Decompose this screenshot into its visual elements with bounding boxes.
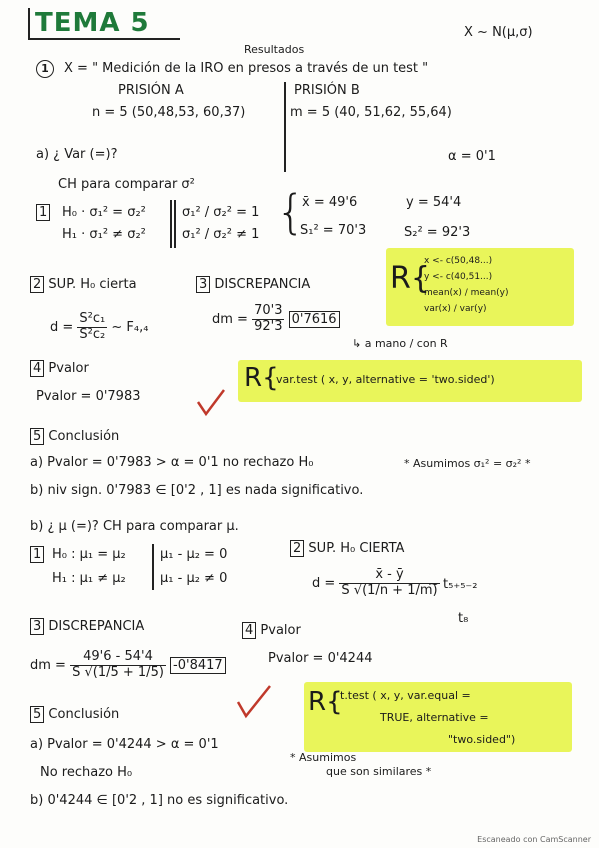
step3-b: 3 DISCREPANCIA [30, 620, 144, 635]
r-code-line-2: y <- c(40,51...) [424, 272, 493, 282]
dm-formula-b: dm = $\frac{49'6 - 54'4}{S √(1/5 + 1/5)}$ -0'8417 [30, 650, 226, 681]
t8: t₈ [458, 611, 469, 626]
ybar: y = 54'4 [406, 195, 462, 210]
r-vartest-code: var.test ( x, y, alternative = 'two.sided') [276, 373, 495, 386]
r-label-2: R{ [244, 363, 279, 393]
problem-statement: X = " Medición de la IRO en presos a través de un test " [64, 61, 429, 76]
r-label: R{ [390, 261, 430, 296]
brace-stats: { [276, 185, 306, 239]
page-title: TEMA 5 [35, 8, 150, 38]
h0-diff: μ₁ - μ₂ = 0 [160, 547, 228, 562]
r-ttest-line-1: t.test ( x, y, var.equal = [340, 689, 471, 702]
h1-a: H₁ · σ₁² ≠ σ₂² [62, 227, 146, 242]
pvalor-a: Pvalor = 0'7983 [36, 389, 141, 404]
h-divider-2 [174, 200, 176, 248]
assumption-b-2: que son similares * [326, 765, 432, 778]
xbar: x̄ = 49'6 [302, 195, 358, 210]
prison-b-label: PRISIÓN B [294, 83, 360, 98]
step3-a: 3 DISCREPANCIA [196, 278, 310, 293]
step1-b-box: 1 [30, 548, 44, 563]
check-mark-icon-2 [236, 684, 272, 720]
h1-diff: μ₁ - μ₂ ≠ 0 [160, 571, 228, 586]
pvalor-b: Pvalor = 0'4244 [268, 651, 373, 666]
sample-a: n = 5 (50,48,53, 60,37) [92, 105, 246, 120]
step2-b: 2 SUP. H₀ CIERTA [290, 542, 404, 557]
conclusion-a-a: a) Pvalor = 0'7983 > α = 0'1 no rechazo H₀ [30, 455, 314, 470]
h0-ratio: σ₁² / σ₂² = 1 [182, 205, 260, 220]
r-code-line-4: var(x) / var(y) [424, 304, 487, 314]
check-mark-icon [196, 388, 226, 418]
assumption-b-1: * Asumimos [290, 751, 357, 764]
arrow-note: ↳ a mano / con R [352, 337, 448, 350]
h1-b: H₁ : μ₁ ≠ μ₂ [52, 571, 126, 586]
alpha-value: α = 0'1 [448, 149, 496, 164]
step1-box: 1 [36, 206, 50, 221]
sample-b: m = 5 (40, 51,62, 55,64) [290, 105, 452, 120]
conclusion-a-b: b) niv sign. 0'7983 ∈ [0'2 , 1] es nada significativo. [30, 483, 364, 498]
divider-line [284, 82, 286, 172]
stat-formula-b: d = $\frac{x̄ - ȳ}{S √(1/n + 1/m)}$ [312, 567, 438, 598]
question-b: b) ¿ μ (=)? CH para comparar μ. [30, 519, 239, 534]
prison-a-label: PRISIÓN A [118, 83, 184, 98]
t-distribution: ~ t₅₊₅₋₂ [428, 577, 478, 592]
h0-a: H₀ · σ₁² = σ₂² [62, 205, 146, 220]
h-divider [170, 200, 172, 248]
conclusion-b-a2: No rechazo H₀ [40, 765, 133, 780]
r-code-line-1: x <- c(50,48...) [424, 256, 493, 266]
s1-squared: S₁² = 70'3 [300, 223, 367, 238]
problem-number: 1 [36, 60, 54, 78]
step4-a: 4 Pvalor [30, 362, 89, 377]
h0-b: H₀ : μ₁ = μ₂ [52, 547, 126, 562]
step5-a: 5 Conclusión [30, 430, 119, 445]
results-heading: Resultados [244, 43, 305, 56]
step2-a: 2 SUP. H₀ cierta [30, 278, 137, 293]
h1-ratio: σ₁² / σ₂² ≠ 1 [182, 227, 260, 242]
conclusion-b-b: b) 0'4244 ∈ [0'2 , 1] no es significativo. [30, 793, 289, 808]
h-divider-b [152, 544, 154, 590]
stat-formula-a: d = $\frac{\text{S²c₁}}{\text{S²c₂}}$ ~ F₄,₄ [50, 311, 149, 342]
r-ttest-line-3: "two.sided") [448, 733, 516, 746]
ch-compare-variance: CH para comparar σ² [58, 177, 195, 192]
step5-b: 5 Conclusión [30, 708, 119, 723]
assumption-a: * Asumimos σ₁² = σ₂² * [404, 457, 531, 470]
r-code-line-3: mean(x) / mean(y) [424, 288, 509, 298]
model-definition: X ~ N(μ,σ) [464, 25, 533, 40]
scanner-footer: Escaneado con CamScanner [477, 835, 591, 844]
r-ttest-line-2: TRUE, alternative = [380, 711, 489, 724]
conclusion-b-a: a) Pvalor = 0'4244 > α = 0'1 [30, 737, 219, 752]
r-label-3: R{ [308, 687, 343, 717]
s2-squared: S₂² = 92'3 [404, 225, 471, 240]
question-a: a) ¿ Var (=)? [36, 147, 118, 162]
dm-formula-a: dm = $\frac{70'3}{92'3}$ 0'7616 [212, 304, 340, 335]
step4-b: 4 Pvalor [242, 624, 301, 639]
